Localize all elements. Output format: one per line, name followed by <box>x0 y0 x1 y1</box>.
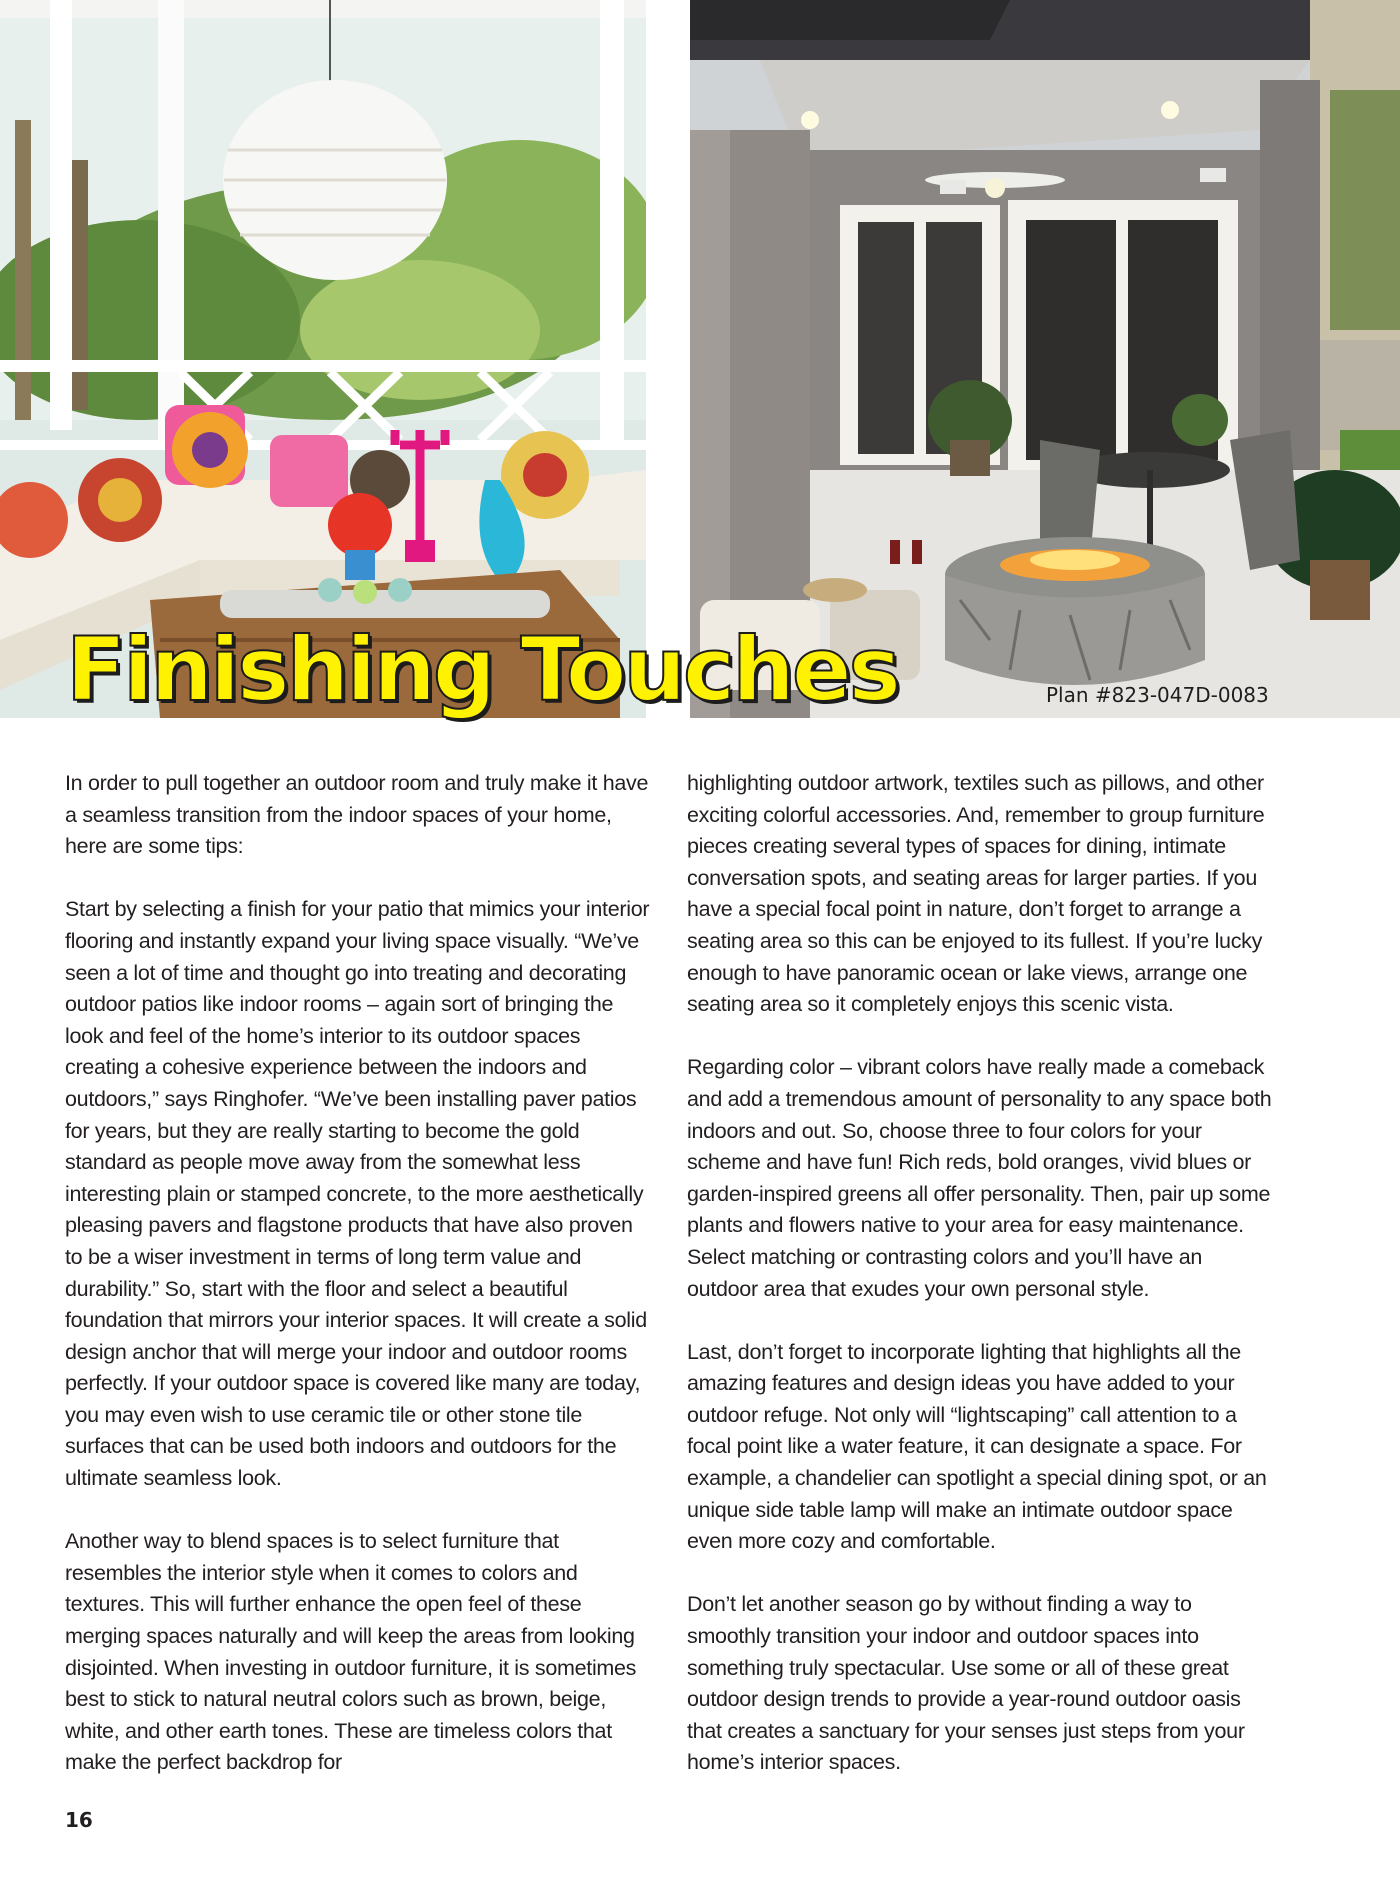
body-column-left <box>65 768 655 1779</box>
body-paragraph: In order to pull together an outdoor room and truly make it have a seamless transition from the indoor spaces of your home, here are some tips: <box>65 771 649 859</box>
body-paragraph: Last, don’t forget to incorporate lighting that highlights all the amazing features and design ideas you have added to your outdoor refuge. Not only will “lightscaping” call attention to a focal point like a water feature, it can designate a space. For example, a chandelier can spotlight a special dining spot, or an unique side table lamp will make an intimate outdoor space even more cozy and comfortable. <box>687 1339 1267 1554</box>
patio-fire-pit-photo <box>690 0 1400 718</box>
body-paragraph: highlighting outdoor artwork, textiles such as pillows, and other exciting colorful accessories. And, remember to group furniture pieces creating several types of spaces for dining, intimate conversation spots, and seating areas for larger parties. If you have a special focal point in nature, don’t forget to arrange a seating area so this can be enjoyed to its fullest. If you’re lucky enough to have panoramic ocean or lake views, arrange one seating area so it completely enjoys this scenic vista. <box>687 771 1265 1017</box>
body-paragraph: Another way to blend spaces is to select furniture that resembles the interior style when it comes to colors and textures. This will further enhance the open feel of these merging spaces naturally and will keep the areas from looking disjointed. When investing in outdoor furniture, it is sometimes best to stick to natural neutral colors such as brown, beige, white, and other earth tones. These are timeless colors that make the perfect backdrop for <box>65 1529 637 1775</box>
page-number: 16 <box>65 1808 93 1832</box>
photo-caption: Plan #823-047D-0083 <box>1046 683 1269 707</box>
body-paragraph: Regarding color – vibrant colors have really made a comeback and add a tremendous amount of personality to any space both indoors and out. So, choose three to four colors for your scheme and have fun! Rich reds, bold oranges, vivid blues or garden-inspired greens all offer personality. Then, pair up some plants and flowers native to your area for easy maintenance. Select matching or contrasting colors and you’ll have an outdoor area that exudes your own personal style. <box>687 1055 1272 1301</box>
body-paragraph: Don’t let another season go by without finding a way to smoothly transition your indoor and outdoor spaces into something truly spectacular. Use some or all of these great outdoor design trends to provide a year-round outdoor oasis that creates a sanctuary for your senses just steps from your home’s interior spaces. <box>687 1592 1245 1775</box>
body-column-right <box>687 768 1277 1779</box>
article-title: Finishing Touches <box>66 618 898 721</box>
porch-sectional-photo <box>0 0 646 718</box>
body-paragraph: Start by selecting a finish for your patio that mimics your interior flooring and instantly expand your living space visually. “We’ve seen a lot of time and thought go into treating and decorating outdoor patios like indoor rooms – again sort of bringing the look and feel of the home’s interior to its outdoor spaces creating a cohesive experience between the indoors and outdoors,” says Ringhofer. “We’ve been installing paver patios for years, but they are really starting to become the gold standard as people move away from the somewhat less interesting plain or stamped concrete, to the more aesthetically pleasing pavers and flagstone products that have also proven to be a wiser investment in terms of long term value and durability.” So, start with the floor and select a beautiful foundation that mirrors your interior spaces. It will create a solid design anchor that will merge your indoor and outdoor rooms perfectly. If your outdoor space is covered like many are today, you may even wish to use ceramic tile or other stone tile surfaces that can be used both indoors and outdoors for the ultimate seamless look. <box>65 897 650 1491</box>
